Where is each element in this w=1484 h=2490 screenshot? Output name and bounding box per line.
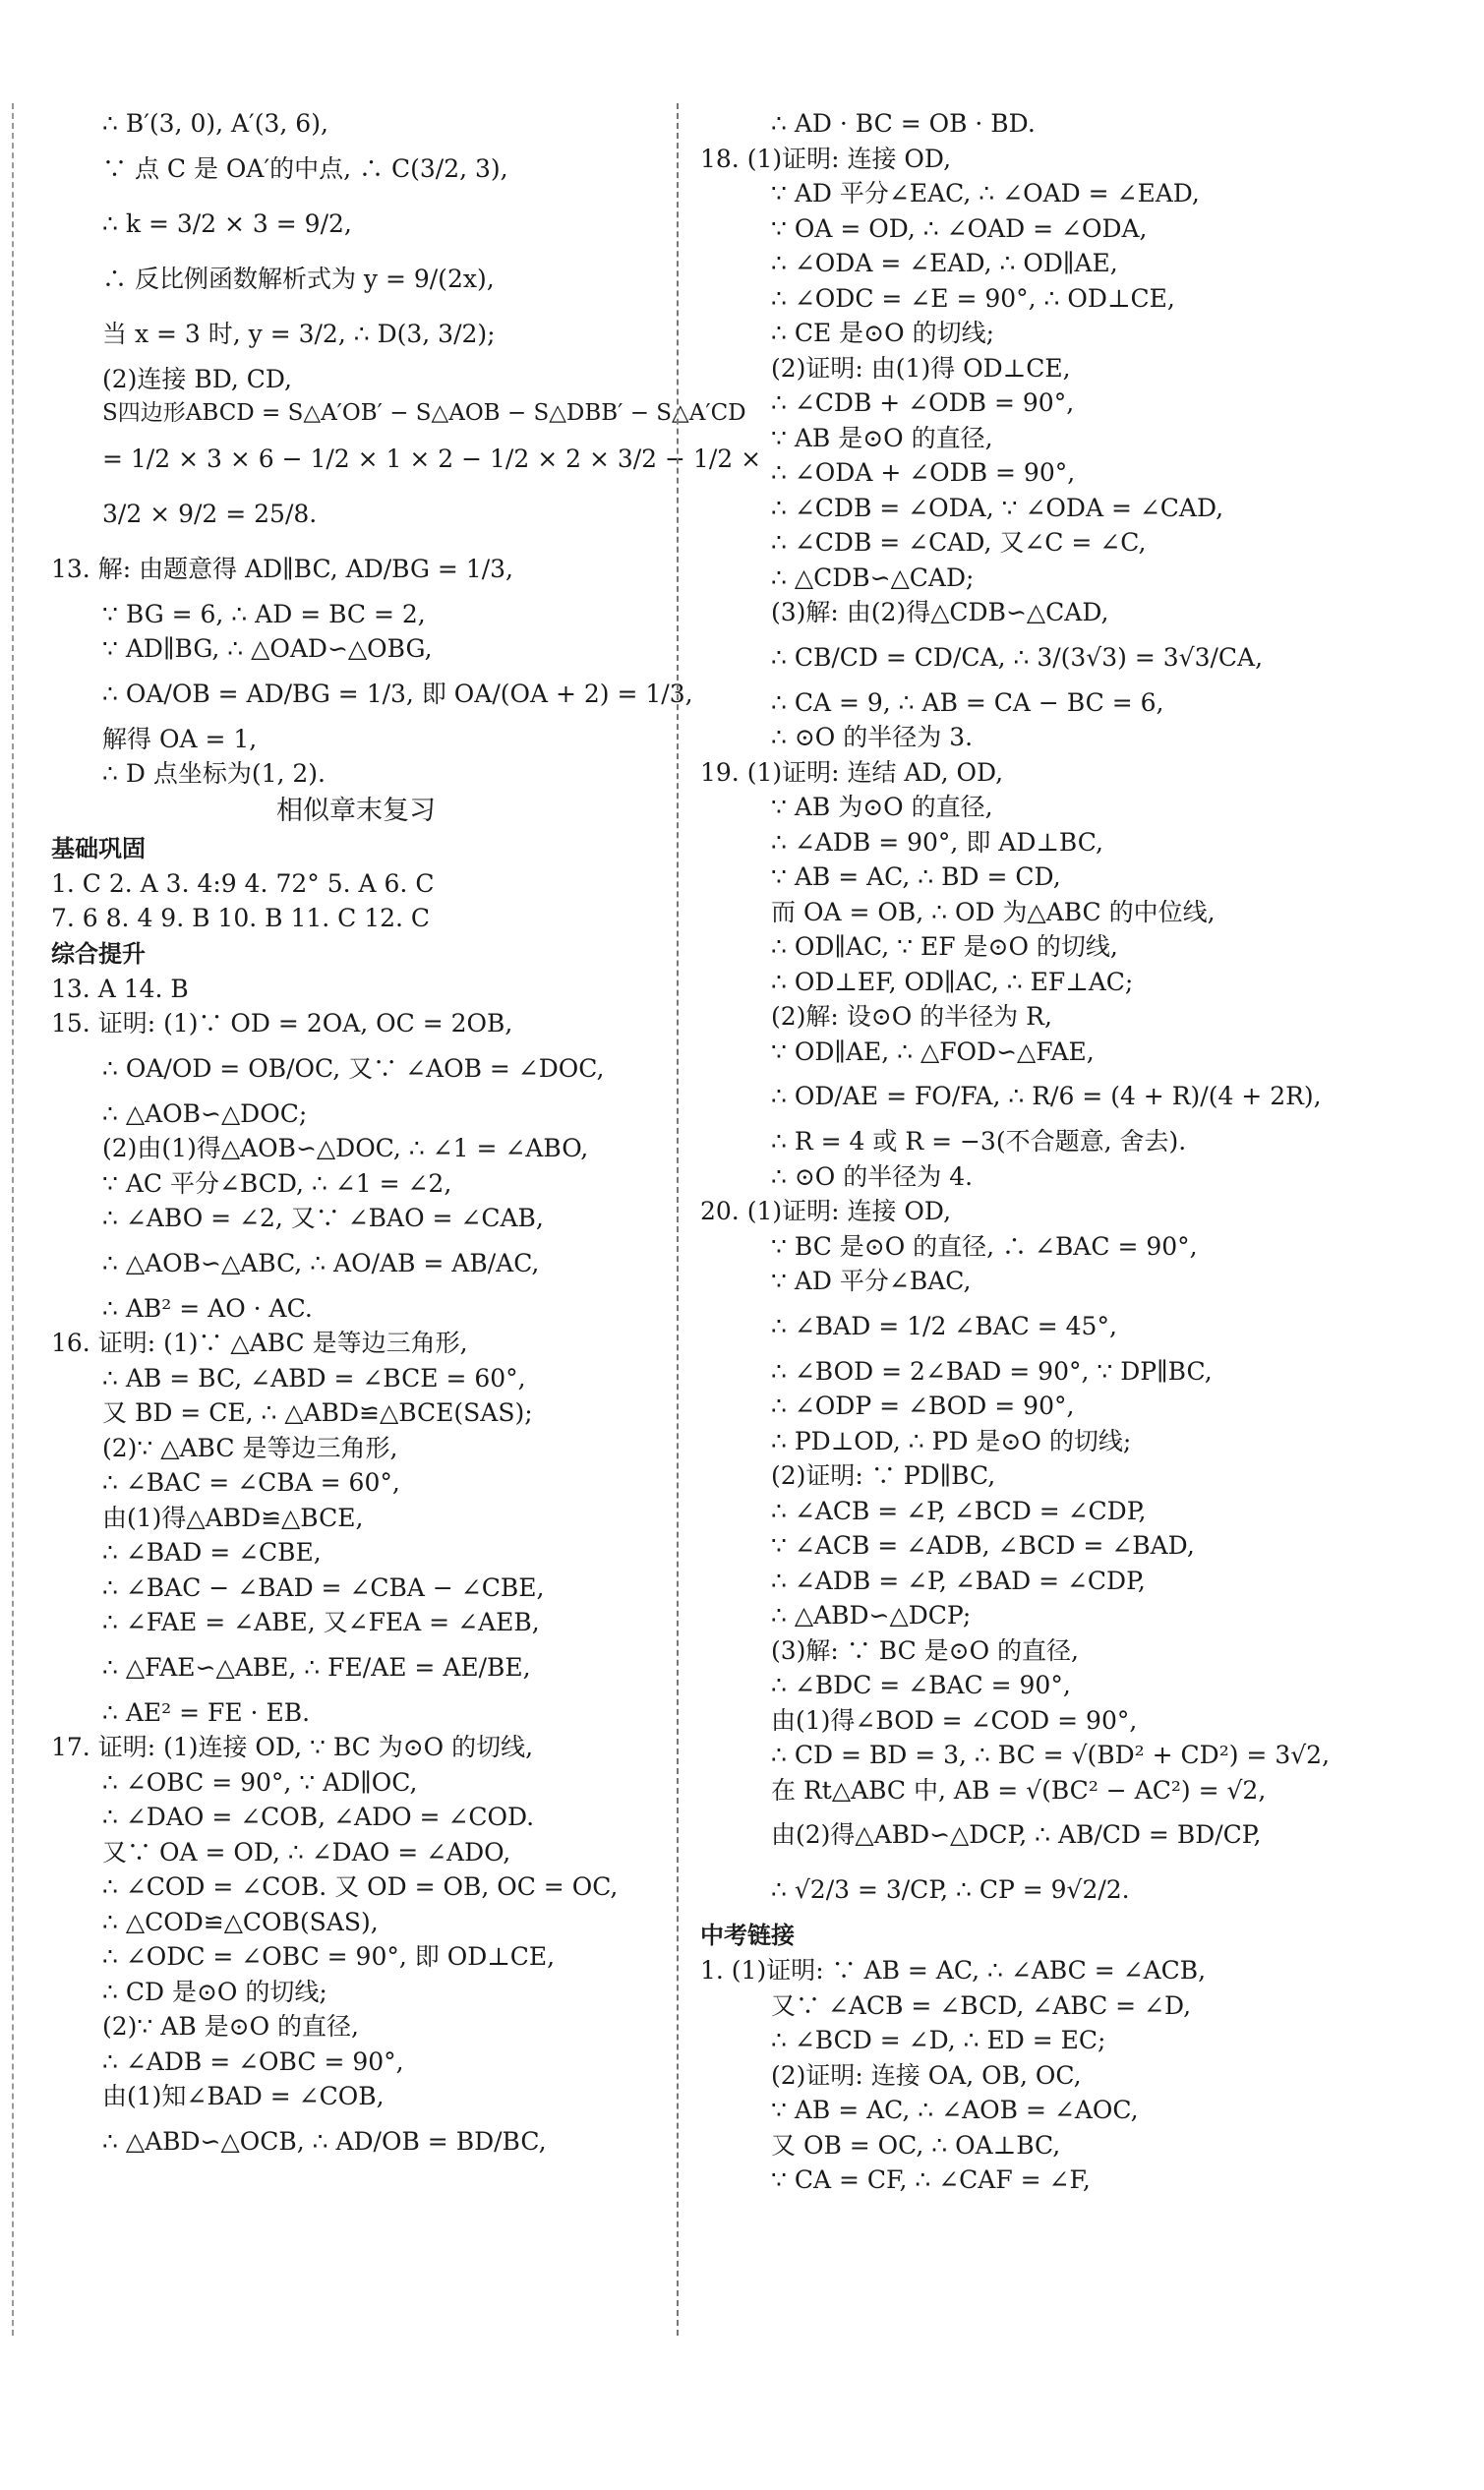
solution-line: 由(1)得△ABD≌△BCE,	[102, 1503, 364, 1532]
solution-line: (2)连接 BD, CD,	[102, 364, 293, 393]
solution-line: ∴ △FAE∽△ABE, ∴ FE/AE = AE/BE,	[102, 1652, 531, 1682]
solution-line: ∴ ∠ODC = ∠OBC = 90°, 即 OD⊥CE,	[102, 1942, 556, 1971]
solution-line: ∴ ∠ADB = 90°, 即 AD⊥BC,	[771, 827, 1103, 857]
solution-line: ∴ √2/3 = 3/CP, ∴ CP = 9√2/2.	[771, 1875, 1130, 1904]
solution-line: ∴ OA/OB = AD/BG = 1/3, 即 OA/(OA + 2) = 1/3,	[102, 679, 693, 708]
solution-line: ∵ OA = OD, ∴ ∠OAD = ∠ODA,	[771, 213, 1148, 243]
solution-line: (3)解: 由(2)得△CDB∽△CAD,	[771, 598, 1109, 626]
section-heading: 中考链接	[700, 1922, 795, 1949]
solution-line: ∴ AE² = FE · EB.	[102, 1697, 311, 1727]
solution-line: ∴ ∠BAD = ∠CBE,	[102, 1538, 322, 1567]
solution-line: ∴ ∠CDB + ∠ODB = 90°,	[771, 388, 1075, 417]
solution-line: ∴ ∠COD = ∠COB. 又 OD = OB, OC = OC,	[102, 1872, 619, 1901]
solution-line: ∴ CD = BD = 3, ∴ BC = √(BD² + CD²) = 3√2,	[771, 1741, 1331, 1769]
solution-line: 15. 证明: (1)∵ OD = 2OA, OC = 2OB,	[51, 1009, 513, 1038]
solution-line: 由(1)知∠BAD = ∠COB,	[102, 2082, 385, 2110]
solution-line: ∴ PD⊥OD, ∴ PD 是⊙O 的切线;	[771, 1426, 1132, 1455]
solution-line: ∵ CA = CF, ∴ ∠CAF = ∠F,	[771, 2165, 1091, 2194]
solution-line: ∵ BG = 6, ∴ AD = BC = 2,	[102, 599, 426, 628]
solution-line: ∴ ∠ODA = ∠EAD, ∴ OD∥AE,	[771, 249, 1118, 277]
solution-line: ∴ CE 是⊙O 的切线;	[771, 319, 994, 347]
solution-line: (3)解: ∵ BC 是⊙O 的直径,	[771, 1635, 1079, 1665]
solution-line: ∴ △CDB∽△CAD;	[771, 563, 975, 592]
column-divider	[677, 103, 679, 2336]
solution-line: (2)证明: ∵ PD∥BC,	[771, 1461, 996, 1490]
solution-line: 而 OA = OB, ∴ OD 为△ABC 的中位线,	[771, 897, 1216, 926]
solution-line: (2)由(1)得△AOB∽△DOC, ∴ ∠1 = ∠ABO,	[102, 1134, 589, 1162]
solution-line: ∴ CA = 9, ∴ AB = CA − BC = 6,	[771, 687, 1164, 717]
solution-line: 13. 解: 由题意得 AD∥BC, AD/BG = 1/3,	[51, 554, 513, 583]
solution-line: ∴ B′(3, 0), A′(3, 6),	[102, 109, 328, 138]
solution-line: ∵ AC 平分∠BCD, ∴ ∠1 = ∠2,	[102, 1168, 452, 1198]
solution-line: 由(2)得△ABD∽△DCP, ∴ AB/CD = BD/CP,	[771, 1820, 1262, 1849]
solution-line: ∴ OD∥AC, ∵ EF 是⊙O 的切线,	[771, 932, 1118, 961]
section-heading: 基础巩固	[51, 834, 146, 862]
solution-line: ∴ ∠BAC − ∠BAD = ∠CBA − ∠CBE,	[102, 1572, 545, 1602]
solution-line: ∴ △AOB∽△ABC, ∴ AO/AB = AB/AC,	[102, 1248, 540, 1277]
solution-line: S四边形ABCD = S△A′OB′ − S△AOB − S△DBB′ − S△A′CD	[102, 400, 746, 426]
solution-line: ∴ ∠OBC = 90°, ∵ AD∥OC,	[102, 1767, 418, 1797]
solution-line: ∴ ∠DAO = ∠COB, ∠ADO = ∠COD.	[102, 1803, 535, 1831]
solution-line: ∵ AB 为⊙O 的直径,	[771, 793, 993, 821]
solution-line: 3/2 × 9/2 = 25/8.	[102, 499, 318, 528]
solution-line: 又∵ ∠ACB = ∠BCD, ∠ABC = ∠D,	[771, 1990, 1192, 2020]
solution-line: ∴ AB = BC, ∠ABD = ∠BCE = 60°,	[102, 1363, 526, 1393]
solution-line: ∵ 点 C 是 OA′的中点, ∴ C(3/2, 3),	[102, 153, 508, 183]
solution-line: ∴ △ABD∽△OCB, ∴ AD/OB = BD/BC,	[102, 2126, 547, 2156]
solution-line: 17. 证明: (1)连接 OD, ∵ BC 为⊙O 的切线,	[51, 1733, 534, 1761]
chapter-heading: 相似章末复习	[276, 795, 436, 826]
solution-line: ∴ ∠ODP = ∠BOD = 90°,	[771, 1392, 1075, 1420]
solution-line: ∴ ∠BAC = ∠CBA = 60°,	[102, 1468, 400, 1497]
solution-line: ∵ AD∥BG, ∴ △OAD∽△OBG,	[102, 634, 433, 663]
solution-line: ∴ OA/OD = OB/OC, 又∵ ∠AOB = ∠DOC,	[102, 1053, 605, 1083]
solution-line: ∵ AB 是⊙O 的直径,	[771, 423, 993, 452]
solution-line: 在 Rt△ABC 中, AB = √(BC² − AC²) = √2,	[771, 1775, 1267, 1805]
solution-line: ∴ ∠CDB = ∠ODA, ∵ ∠ODA = ∠CAD,	[771, 493, 1224, 522]
solution-line: ∴ △COD≌△COB(SAS),	[102, 1907, 379, 1936]
solution-line: ∵ AD 平分∠BAC,	[771, 1267, 972, 1295]
solution-line: ∴ △AOB∽△DOC;	[102, 1098, 308, 1128]
solution-line: ∴ ⊙O 的半径为 4.	[771, 1161, 974, 1191]
solution-line: ∴ D 点坐标为(1, 2).	[102, 759, 326, 788]
solution-line: = 1/2 × 3 × 6 − 1/2 × 1 × 2 − 1/2 × 2 × 3/2 − 1/2 ×	[102, 444, 762, 473]
solution-line: ∴ ∠FAE = ∠ABE, 又∠FEA = ∠AEB,	[102, 1608, 540, 1636]
solution-line: ∴ k = 3/2 × 3 = 9/2,	[102, 208, 352, 238]
solution-line: 又∵ OA = OD, ∴ ∠DAO = ∠ADO,	[102, 1837, 511, 1867]
solution-line: ∴ △ABD∽△DCP;	[771, 1601, 972, 1630]
solution-line: (2)证明: 连接 OA, OB, OC,	[771, 2060, 1082, 2090]
solution-line: ∴ AD · BC = OB · BD.	[771, 109, 1036, 138]
solution-line: ∵ AD 平分∠EAC, ∴ ∠OAD = ∠EAD,	[771, 179, 1200, 208]
solution-line: 13. A 14. B	[51, 974, 189, 1003]
solution-line: ∴ ∠ACB = ∠P, ∠BCD = ∠CDP,	[771, 1496, 1147, 1525]
solution-line: ∴ ∠BAD = 1/2 ∠BAC = 45°,	[771, 1311, 1117, 1340]
solution-line: ∵ AB = AC, ∴ BD = CD,	[771, 862, 1061, 891]
solution-line: 又 BD = CE, ∴ △ABD≌△BCE(SAS);	[102, 1398, 533, 1427]
solution-line: ∴ OD/AE = FO/FA, ∴ R/6 = (4 + R)/(4 + 2R),	[771, 1082, 1322, 1110]
solution-line: 1. C 2. A 3. 4:9 4. 72° 5. A 6. C	[51, 868, 435, 898]
solution-line: ∴ CB/CD = CD/CA, ∴ 3/(3√3) = 3√3/CA,	[771, 642, 1264, 672]
solution-line: ∴ AB² = AO · AC.	[102, 1293, 313, 1323]
solution-line: 16. 证明: (1)∵ △ABC 是等边三角形,	[51, 1329, 468, 1357]
solution-line: ∴ OD⊥EF, OD∥AC, ∴ EF⊥AC;	[771, 967, 1134, 996]
solution-line: (2)∵ AB 是⊙O 的直径,	[102, 2012, 359, 2041]
solution-line: ∴ ⊙O 的半径为 3.	[771, 723, 974, 751]
solution-line: ∴ ∠ADB = ∠P, ∠BAD = ∠CDP,	[771, 1566, 1146, 1595]
solution-line: ∴ ∠ODA + ∠ODB = 90°,	[771, 458, 1076, 487]
solution-line: 18. (1)证明: 连接 OD,	[700, 144, 952, 173]
solution-line: (2)∵ △ABC 是等边三角形,	[102, 1433, 398, 1462]
solution-line: 由(1)得∠BOD = ∠COD = 90°,	[771, 1705, 1138, 1735]
solution-line: ∴ ∠BDC = ∠BAC = 90°,	[771, 1671, 1071, 1699]
solution-line: 1. (1)证明: ∵ AB = AC, ∴ ∠ABC = ∠ACB,	[700, 1956, 1207, 1985]
solution-line: ∴ ∠ABO = ∠2, 又∵ ∠BAO = ∠CAB,	[102, 1204, 544, 1232]
solution-line: 7. 6 8. 4 9. B 10. B 11. C 12. C	[51, 904, 431, 932]
solution-line: ∵ AB = AC, ∴ ∠AOB = ∠AOC,	[771, 2096, 1139, 2124]
solution-line: ∵ BC 是⊙O 的直径, ∴ ∠BAC = 90°,	[771, 1231, 1198, 1261]
solution-line: ∵ OD∥AE, ∴ △FOD∽△FAE,	[771, 1037, 1095, 1066]
solution-line: ∴ ∠ADB = ∠OBC = 90°,	[102, 2046, 404, 2076]
solution-line: ∴ ∠ODC = ∠E = 90°, ∴ OD⊥CE,	[771, 283, 1175, 313]
solution-line: 20. (1)证明: 连接 OD,	[700, 1197, 952, 1225]
solution-line: 又 OB = OC, ∴ OA⊥BC,	[771, 2130, 1061, 2160]
solution-line: ∵ ∠ACB = ∠ADB, ∠BCD = ∠BAD,	[771, 1531, 1195, 1560]
solution-line: ∴ ∠BCD = ∠D, ∴ ED = EC;	[771, 2026, 1106, 2054]
solution-line: 当 x = 3 时, y = 3/2, ∴ D(3, 3/2);	[102, 319, 496, 348]
solution-line: 解得 OA = 1,	[102, 724, 258, 753]
left-margin-line	[12, 103, 14, 2336]
solution-line: ∴ ∠CDB = ∠CAD, 又∠C = ∠C,	[771, 528, 1147, 557]
solution-line: ∴ R = 4 或 R = −3(不合题意, 舍去).	[771, 1127, 1187, 1156]
solution-line: ∴ ∠BOD = 2∠BAD = 90°, ∵ DP∥BC,	[771, 1356, 1213, 1386]
right-column	[700, 106, 1331, 2198]
solution-line: (2)证明: 由(1)得 OD⊥CE,	[771, 353, 1071, 383]
solution-line: (2)解: 设⊙O 的半径为 R,	[771, 1002, 1052, 1031]
solution-line: 19. (1)证明: 连结 AD, OD,	[700, 757, 1004, 787]
solution-line: ∴ CD 是⊙O 的切线;	[102, 1977, 327, 2006]
section-heading: 综合提升	[51, 939, 146, 968]
solution-line: ∴ 反比例函数解析式为 y = 9/(2x),	[102, 264, 495, 293]
